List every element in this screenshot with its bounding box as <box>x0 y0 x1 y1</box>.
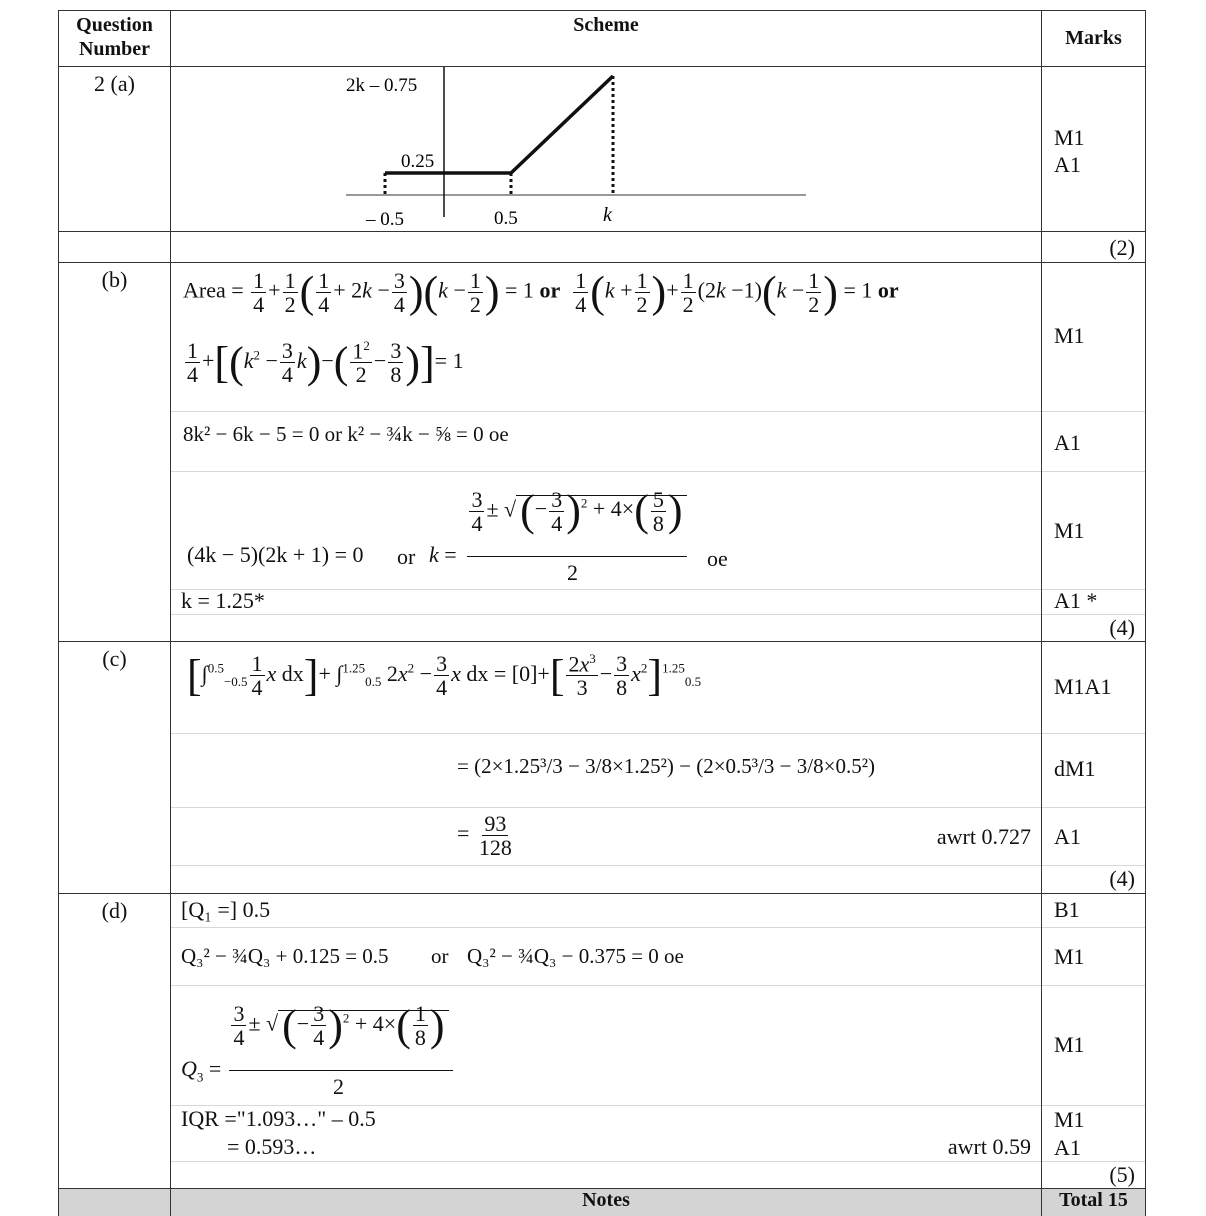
iqr-expression: IQR ="1.093…" – 0.5 <box>181 1106 376 1132</box>
or-word: or <box>539 278 560 303</box>
quadratic-formula: $\frac{3}{4}$ ± √(− $\frac{3}{4}$ )$^2$ + 4×( $\frac{5}{8}$ ) <box>467 488 687 535</box>
part-a-total-row <box>59 232 1146 263</box>
footer-row <box>59 1189 1146 1216</box>
part-c-total: (4) <box>1042 866 1146 894</box>
mark: A1 <box>1054 824 1081 850</box>
part-b-label: (b) <box>59 263 171 412</box>
answer-denominator: 128 <box>477 836 514 859</box>
area-label: Area <box>183 278 226 303</box>
awrt-d: awrt 0.59 <box>948 1134 1031 1160</box>
part-d-row-3: $Q_3$ = $\frac{3}{4}$ ± √(− $\frac{3}{4}$ )$^2$ + 4×( $\frac{1}{8}$ ) 2 M1 <box>59 986 1146 1106</box>
eq1-rhs: = 1 <box>505 278 534 303</box>
mark: M1 <box>1054 323 1085 349</box>
part-b-area-equation: Area = $\frac{1}{4}$ + $\frac{1}{2}$ ( $\frac{1}{4}$ + 2k − $\frac{3}{4}$ )(k − $\frac{1}{2}$ ) = 1 or $\frac{1}{4}$ (k + $\frac{1}{2}$ )+ $\frac{1}{2}$ (2k −1)(k − $\frac{1}{2}$ ) = 1 or $\frac{1}{4}$ $+[(k^2$ − $\frac{3}{4}$ k)−( $\frac{1^2}{2}$ − $\frac{3}{8}$ )]= 1 <box>171 263 1042 412</box>
part-c-row-2 <box>59 734 1146 808</box>
part-c-label: (c) <box>59 641 171 734</box>
q3-equation-b: Q₃² − ¾Q₃ − 0.375 = 0 oe <box>467 944 684 969</box>
y-mid-label: 0.25 <box>401 151 434 172</box>
part-a-label: 2 (a) <box>59 67 171 232</box>
part-d-row-4 <box>59 1106 1146 1162</box>
x-mid-label: 0.5 <box>494 208 518 227</box>
part-c-row-3: = $\frac{93}{128}$ awrt 0.727 A1 <box>59 808 1146 866</box>
mark: M1 <box>1054 1106 1085 1134</box>
part-b-total-row <box>59 614 1146 641</box>
oe-label: oe <box>707 546 728 572</box>
part-d-total-row <box>59 1162 1146 1189</box>
grand-total: Total 15 <box>1042 1189 1146 1216</box>
part-d-row-2 <box>59 928 1146 986</box>
mark: M1 <box>1054 944 1085 970</box>
q1-value: [Q₁ =] 0.5 <box>181 897 270 923</box>
y-top-label: 2k – 0.75 <box>346 75 417 96</box>
notes-heading: Notes <box>171 1189 1042 1216</box>
part-b-row-4 <box>59 589 1146 614</box>
mark: M1 <box>1054 518 1085 544</box>
integral-form: $\frac{1}{4}$ $+[(k^2$ − $\frac{3}{4}$ k)−( $\frac{1^2}{2}$ − $\frac{3}{8}$ )]= 1 <box>183 339 464 387</box>
mark: M1 <box>1054 1032 1085 1058</box>
part-d-label: (d) <box>59 893 171 928</box>
integral-expression: [∫$^{0.5}_{-0.5}$ $\frac{1}{4}$ x dx]+ ∫$^{1.25}_{0.5}$ $2x^2$ − $\frac{3}{4}$ x dx = [0]+[ $\frac{2x^3}{3}$ − $\frac{3}{8}$ $x^2]^{1.25}_{0.5}$ <box>187 652 701 700</box>
part-a-graph-cell <box>171 67 1042 232</box>
header-marks: Marks <box>1042 11 1146 67</box>
pdf-graph <box>171 67 1041 227</box>
or-word-d: or <box>431 944 449 969</box>
mark: M1 <box>1054 124 1085 151</box>
mark: A1 <box>1054 430 1081 456</box>
mark-scheme-table <box>58 10 1146 1216</box>
q3-quadratic-formula: $\frac{3}{4}$ ± √(− $\frac{3}{4}$ )$^2$ + 4×( $\frac{1}{8}$ ) <box>229 1002 449 1049</box>
header-row <box>59 11 1146 67</box>
part-b-row-1 <box>59 263 1146 412</box>
mark: dM1 <box>1054 756 1096 782</box>
x-right-label: k <box>603 204 613 226</box>
mark: A1 * <box>1054 588 1097 614</box>
x-left-label: – 0.5 <box>365 209 404 227</box>
part-a-row <box>59 67 1146 232</box>
part-c-row-1 <box>59 641 1146 734</box>
q3-equation-a: Q₃² − ¾Q₃ + 0.125 = 0.5 <box>181 944 389 969</box>
mark: A1 <box>1054 151 1085 178</box>
mark: B1 <box>1054 897 1080 923</box>
part-a-marks <box>1042 67 1146 232</box>
quadratic-equation: 8k² − 6k − 5 = 0 or k² − ¾k − ⅝ = 0 oe <box>183 422 509 447</box>
answer-numerator: 93 <box>482 812 508 836</box>
header-question-number: Question Number <box>59 11 171 67</box>
or-word-2: or <box>878 278 899 303</box>
evaluated-limits: = (2×1.25³/3 − 3/8×1.25²) − (2×0.5³/3 − 3/8×0.5²) <box>457 754 875 779</box>
header-scheme: Scheme <box>171 11 1042 67</box>
mark: M1A1 <box>1054 674 1111 700</box>
awrt-c: awrt 0.727 <box>937 824 1031 850</box>
iqr-value: = 0.593… <box>227 1134 316 1160</box>
part-b-total: (4) <box>1042 614 1146 641</box>
factorised-equation: (4k − 5)(2k + 1) = 0 <box>187 542 364 568</box>
k-conclusion: k = 1.25* <box>181 588 265 614</box>
part-b-row-2 <box>59 411 1146 471</box>
part-a-total: (2) <box>1042 232 1146 263</box>
or-word-3: or <box>397 544 415 570</box>
mark: A1 <box>1054 1134 1085 1162</box>
part-d-total: (5) <box>1042 1162 1146 1189</box>
part-d-row-1 <box>59 893 1146 928</box>
part-c-total-row <box>59 866 1146 894</box>
part-b-row-3: (4k − 5)(2k + 1) = 0 or k = $\frac{3}{4}$ ± √(− $\frac{3}{4}$ )$^2$ + 4×( $\frac{5}{8}$ ) 2 oe M1 <box>59 471 1146 589</box>
